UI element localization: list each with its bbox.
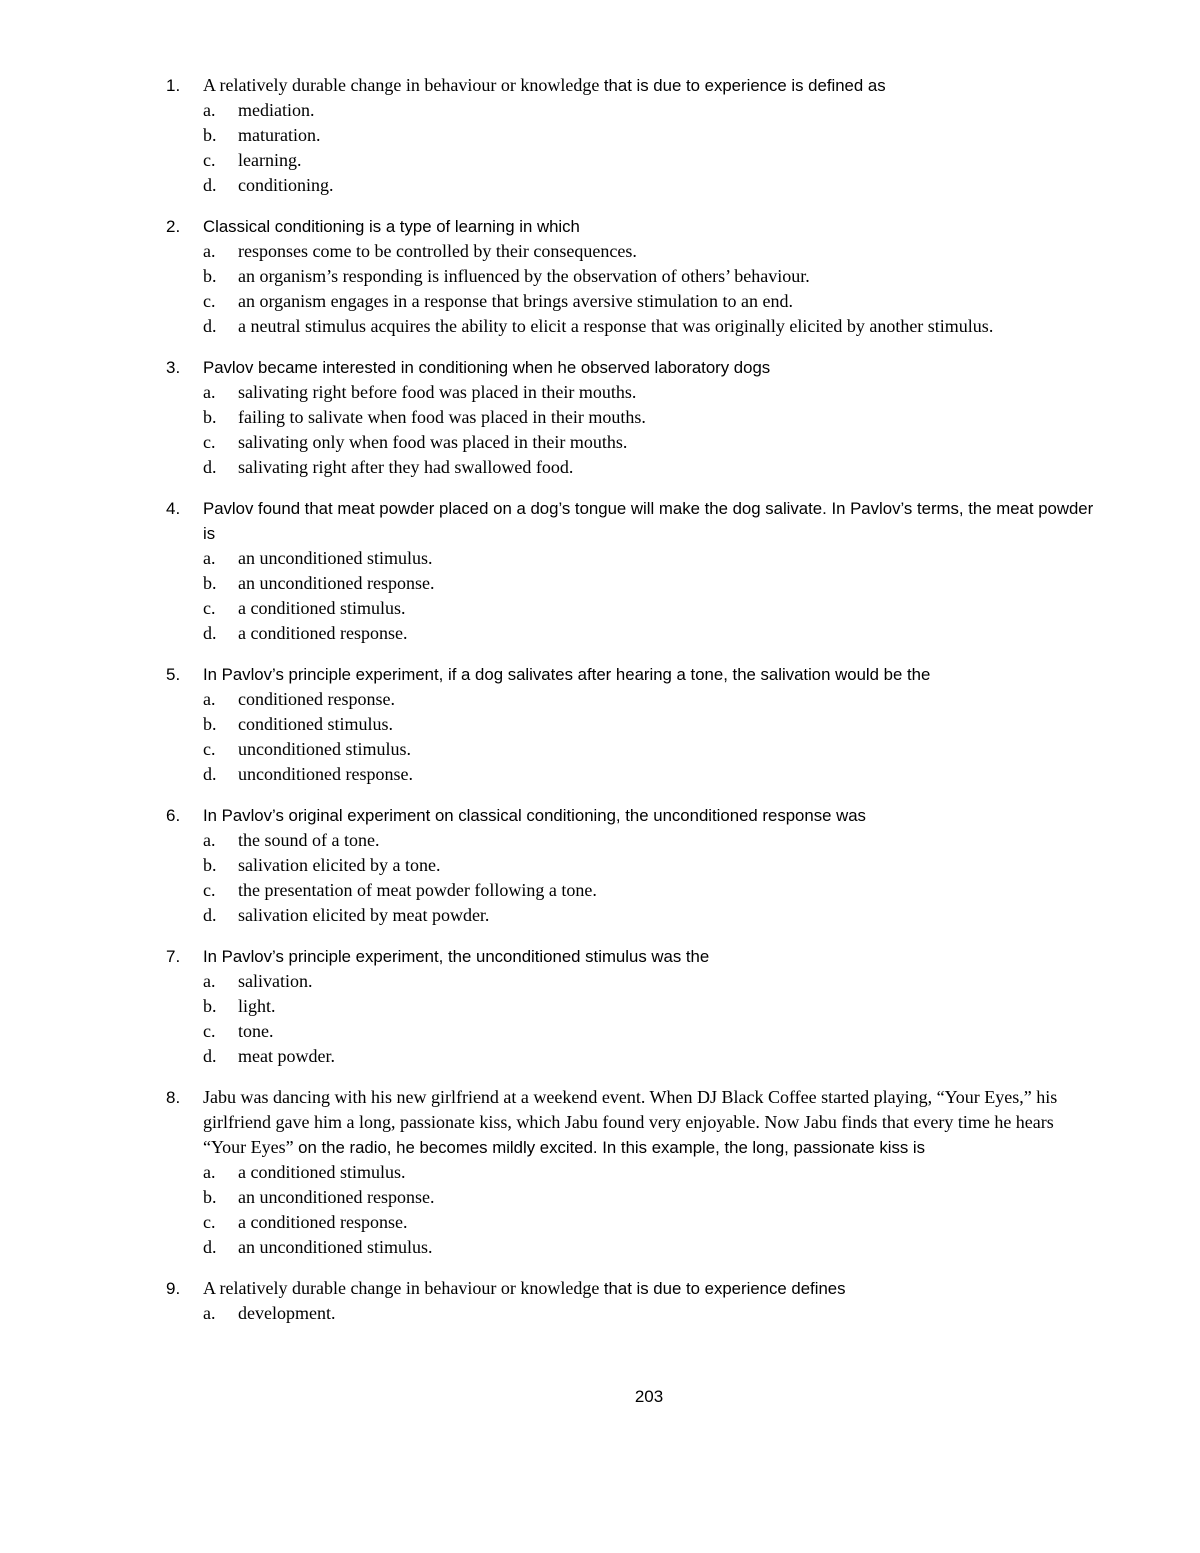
question-text-segment: In Pavlov’s principle experiment, the unconditioned stimulus was the — [203, 947, 710, 966]
question-text-segment: Pavlov became interested in conditioning when he observed laboratory dogs — [203, 358, 771, 377]
option-text: a conditioned response. — [238, 623, 408, 643]
answer-option — [203, 1185, 1096, 1210]
question-text-segment: A relatively durable change in behaviour or knowledge — [203, 75, 604, 95]
question-item — [166, 803, 1096, 928]
question-text-segment: that is due to experience is defined as — [603, 76, 886, 95]
answer-option — [203, 455, 1096, 480]
question-item — [166, 944, 1096, 1069]
question-text — [203, 73, 1096, 98]
option-text: an unconditioned response. — [238, 573, 435, 593]
answer-option — [203, 405, 1096, 430]
answer-options — [166, 828, 1096, 928]
option-text: tone. — [238, 1021, 274, 1041]
option-text: a conditioned stimulus. — [238, 598, 406, 618]
question-number: 2. — [166, 217, 181, 236]
option-letter: c. — [203, 432, 216, 452]
question-number: 3. — [166, 358, 181, 377]
answer-option — [203, 903, 1096, 928]
answer-option — [203, 828, 1096, 853]
option-letter: b. — [203, 714, 217, 734]
answer-option — [203, 712, 1096, 737]
option-text: conditioning. — [238, 175, 334, 195]
question-number: 6. — [166, 806, 181, 825]
option-letter: d. — [203, 1046, 217, 1066]
question-number: 9. — [166, 1279, 181, 1298]
answer-option — [203, 621, 1096, 646]
option-letter: d. — [203, 764, 217, 784]
option-letter: d. — [203, 457, 217, 477]
question-stem — [166, 355, 1096, 380]
question-stem — [166, 803, 1096, 828]
answer-option — [203, 264, 1096, 289]
option-letter: c. — [203, 880, 216, 900]
answer-option — [203, 98, 1096, 123]
answer-option — [203, 737, 1096, 762]
option-text: mediation. — [238, 100, 315, 120]
answer-options — [166, 687, 1096, 787]
option-text: responses come to be controlled by their consequences. — [238, 241, 637, 261]
question-text — [203, 496, 1096, 546]
question-number: 1. — [166, 76, 181, 95]
option-letter: c. — [203, 1021, 216, 1041]
option-text: an unconditioned stimulus. — [238, 548, 433, 568]
answer-options — [166, 98, 1096, 198]
question-text-segment: A relatively durable change in behaviour or knowledge — [203, 1278, 604, 1298]
option-text: an unconditioned response. — [238, 1187, 435, 1207]
option-letter: b. — [203, 407, 217, 427]
option-letter: c. — [203, 1212, 216, 1232]
answer-option — [203, 596, 1096, 621]
answer-option — [203, 380, 1096, 405]
option-letter: b. — [203, 266, 217, 286]
question-item — [166, 73, 1096, 198]
option-text: unconditioned stimulus. — [238, 739, 411, 759]
option-text: the presentation of meat powder following a tone. — [238, 880, 597, 900]
question-text-segment: In Pavlov’s original experiment on classical conditioning, the unconditioned response was — [203, 806, 866, 825]
answer-option — [203, 1019, 1096, 1044]
option-letter: b. — [203, 125, 217, 145]
question-text — [203, 662, 1096, 687]
answer-option — [203, 546, 1096, 571]
option-letter: d. — [203, 905, 217, 925]
question-text — [203, 944, 1096, 969]
question-item — [166, 355, 1096, 480]
answer-option — [203, 1210, 1096, 1235]
question-text-segment: In Pavlov’s principle experiment, if a dog salivates after hearing a tone, the salivation would be the — [203, 665, 931, 684]
answer-option — [203, 762, 1096, 787]
option-text: maturation. — [238, 125, 321, 145]
question-item — [166, 662, 1096, 787]
question-text — [203, 355, 1096, 380]
answer-option — [203, 994, 1096, 1019]
question-stem — [166, 944, 1096, 969]
option-text: an organism engages in a response that brings aversive stimulation to an end. — [238, 291, 794, 311]
question-stem — [166, 496, 1096, 546]
option-letter: b. — [203, 1187, 217, 1207]
question-text-segment: Classical conditioning is a type of learning in which — [203, 217, 580, 236]
question-stem — [166, 1276, 1096, 1301]
answer-options — [166, 969, 1096, 1069]
option-text: light. — [238, 996, 276, 1016]
option-text: failing to salivate when food was placed in their mouths. — [238, 407, 646, 427]
option-text: a neutral stimulus acquires the ability to elicit a response that was originally elicited by another stimulus. — [238, 316, 994, 336]
option-text: salivation. — [238, 971, 313, 991]
question-list — [166, 73, 1096, 1342]
question-text — [203, 1085, 1096, 1160]
answer-option — [203, 239, 1096, 264]
option-text: conditioned response. — [238, 689, 395, 709]
option-text: unconditioned response. — [238, 764, 413, 784]
option-text: the sound of a tone. — [238, 830, 380, 850]
option-text: an unconditioned stimulus. — [238, 1237, 433, 1257]
option-letter: c. — [203, 150, 216, 170]
answer-option — [203, 314, 1096, 339]
page-number: 203 — [634, 1387, 664, 1406]
answer-option — [203, 687, 1096, 712]
question-stem — [166, 1085, 1096, 1160]
option-text: an organism’s responding is influenced by the observation of others’ behaviour. — [238, 266, 810, 286]
option-letter: a. — [203, 830, 216, 850]
question-number: 4. — [166, 499, 181, 518]
option-text: development. — [238, 1303, 336, 1323]
question-item — [166, 214, 1096, 339]
option-letter: d. — [203, 623, 217, 643]
option-text: salivating only when food was placed in their mouths. — [238, 432, 628, 452]
option-letter: c. — [203, 291, 216, 311]
question-item — [166, 1085, 1096, 1260]
question-stem — [166, 214, 1096, 239]
option-letter: a. — [203, 1303, 216, 1323]
answer-options — [166, 380, 1096, 480]
question-text — [203, 803, 1096, 828]
answer-option — [203, 123, 1096, 148]
answer-option — [203, 1235, 1096, 1260]
question-stem — [166, 73, 1096, 98]
question-stem — [166, 662, 1096, 687]
option-letter: a. — [203, 100, 216, 120]
option-letter: a. — [203, 241, 216, 261]
option-letter: a. — [203, 689, 216, 709]
option-letter: d. — [203, 316, 217, 336]
option-letter: b. — [203, 573, 217, 593]
option-text: salivating right before food was placed in their mouths. — [238, 382, 637, 402]
option-letter: d. — [203, 1237, 217, 1257]
answer-option — [203, 1301, 1096, 1326]
answer-option — [203, 878, 1096, 903]
answer-option — [203, 430, 1096, 455]
question-text — [203, 214, 1096, 239]
option-text: learning. — [238, 150, 302, 170]
option-text: salivating right after they had swallowed food. — [238, 457, 574, 477]
question-text-segment: on the radio, he becomes mildly excited. In this example, the long, passionate kiss is — [298, 1138, 926, 1157]
question-item — [166, 1276, 1096, 1326]
question-item — [166, 496, 1096, 646]
answer-options — [166, 546, 1096, 646]
option-letter: b. — [203, 996, 217, 1016]
option-letter: a. — [203, 971, 216, 991]
answer-option — [203, 969, 1096, 994]
answer-option — [203, 853, 1096, 878]
option-letter: a. — [203, 1162, 216, 1182]
answer-option — [203, 148, 1096, 173]
option-letter: c. — [203, 598, 216, 618]
option-text: conditioned stimulus. — [238, 714, 393, 734]
answer-option — [203, 173, 1096, 198]
option-text: salivation elicited by meat powder. — [238, 905, 490, 925]
answer-option — [203, 1044, 1096, 1069]
option-letter: b. — [203, 855, 217, 875]
option-text: salivation elicited by a tone. — [238, 855, 441, 875]
answer-option — [203, 289, 1096, 314]
answer-options — [166, 1301, 1096, 1326]
question-number: 8. — [166, 1088, 181, 1107]
question-number: 7. — [166, 947, 181, 966]
question-text — [203, 1276, 1096, 1301]
option-letter: a. — [203, 548, 216, 568]
answer-options — [166, 239, 1096, 339]
option-text: a conditioned response. — [238, 1212, 408, 1232]
answer-options — [166, 1160, 1096, 1260]
question-text-segment: that is due to experience defines — [603, 1279, 846, 1298]
option-letter: a. — [203, 382, 216, 402]
answer-option — [203, 1160, 1096, 1185]
question-text-segment: Jabu was dancing with his new girlfriend at a weekend event. When DJ Black Coffee started playing, “Your Eyes,” his girlfriend gave him a long, passionate kiss, which Jabu found very enjoyable. Now Jabu finds that every time he hears “Your Eyes” — [203, 1087, 1058, 1157]
option-letter: c. — [203, 739, 216, 759]
answer-option — [203, 571, 1096, 596]
question-number: 5. — [166, 665, 181, 684]
option-text: a conditioned stimulus. — [238, 1162, 406, 1182]
option-letter: d. — [203, 175, 217, 195]
option-text: meat powder. — [238, 1046, 335, 1066]
question-text-segment: Pavlov found that meat powder placed on a dog’s tongue will make the dog salivate. In Pavlov’s terms, the meat powder is — [203, 499, 1094, 543]
